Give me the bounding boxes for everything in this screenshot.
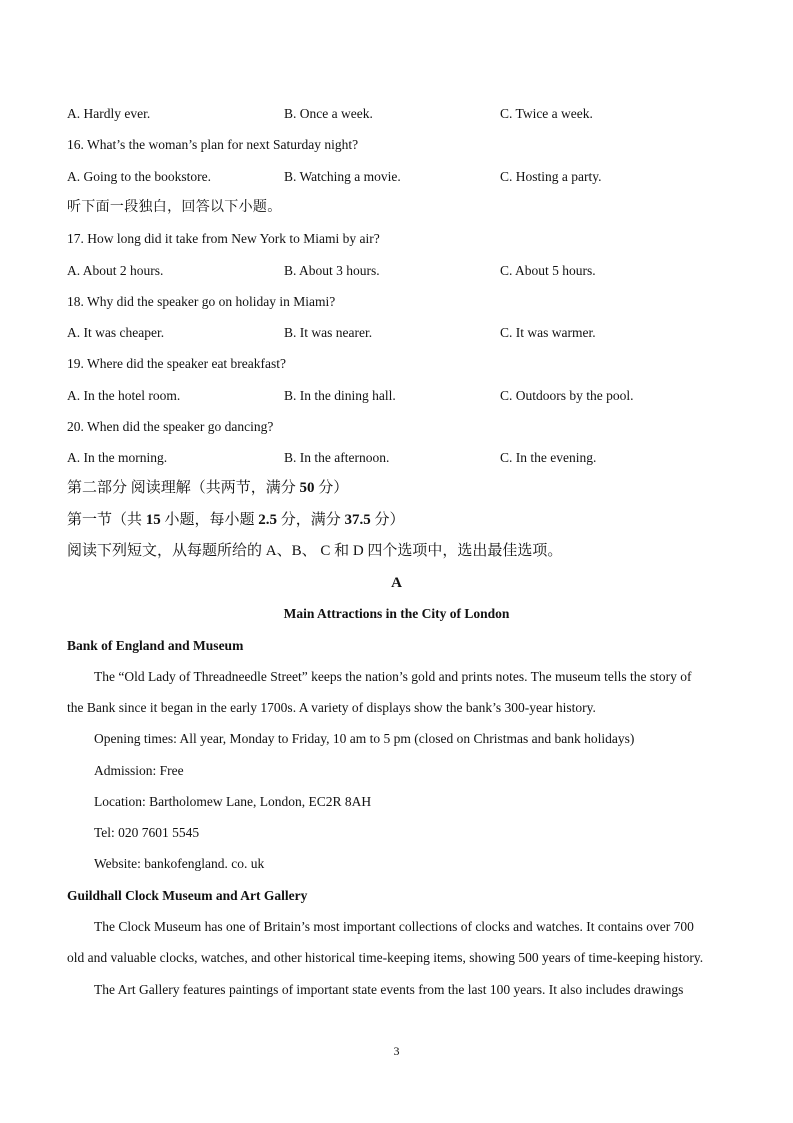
bank-tel: Tel: 020 7601 5545 [94,825,200,840]
q16-option-b: B. Watching a movie. [284,169,401,184]
bank-admission: Admission: Free [94,763,184,778]
q17-option-a: A. About 2 hours. [67,263,164,278]
q20-question: 20. When did the speaker go dancing? [67,419,274,434]
q19-question: 19. Where did the speaker eat breakfast? [67,356,287,371]
q20-option-a: A. In the morning. [67,450,168,465]
part2-heading: 第二部分 阅读理解（共两节，满分 50 分） [67,480,349,496]
q20-option-b: B. In the afternoon. [284,450,390,465]
q18-option-c: C. It was warmer. [500,325,596,340]
q17-option-c: C. About 5 hours. [500,263,596,278]
guildhall-paragraph2-line1: The Art Gallery features paintings of important state events from the last 100 years. It also includes drawings [94,982,684,997]
q16-question: 16. What’s the woman’s plan for next Saturday night? [67,137,359,152]
q17-question: 17. How long did it take from New York to Miami by air? [67,231,380,246]
q20-option-c: C. In the evening. [500,450,597,465]
q16-option-a: A. Going to the bookstore. [67,169,211,184]
passage-title: Main Attractions in the City of London [283,606,510,621]
reading-directions: 阅读下列短文，从每题所给的 A、B、 C 和 D 四个选项中，选出最佳选项。 [67,543,563,559]
bank-paragraph-line1: The “Old Lady of Threadneedle Street” keeps the nation’s gold and prints notes. The museum tells the story of [94,669,692,684]
q15-option-a: A. Hardly ever. [67,106,151,121]
page-number: 3 [393,1044,400,1058]
guildhall-paragraph1-line1: The Clock Museum has one of Britain’s most important collections of clocks and watches. It contains over 700 [94,919,694,934]
q19-option-b: B. In the dining hall. [284,388,396,403]
bank-location: Location: Bartholomew Lane, London, EC2R 8AH [94,794,372,809]
q17-option-b: B. About 3 hours. [284,263,380,278]
guildhall-heading: Guildhall Clock Museum and Art Gallery [67,888,308,903]
q16-option-c: C. Hosting a party. [500,169,602,184]
q15-option-c: C. Twice a week. [500,106,593,121]
q15-option-b: B. Once a week. [284,106,373,121]
q18-option-a: A. It was cheaper. [67,325,165,340]
q18-option-b: B. It was nearer. [284,325,373,340]
section1-heading: 第一节（共 15 小题，每小题 2.5 分，满分 37.5 分） [67,512,405,528]
bank-opening-times: Opening times: All year, Monday to Friday, 10 am to 5 pm (closed on Christmas and bank holidays) [94,731,635,746]
q18-question: 18. Why did the speaker go on holiday in Miami? [67,294,336,309]
bank-paragraph-line2: the Bank since it began in the early 1700s. A variety of displays show the bank’s 300-year history. [67,700,596,715]
bank-heading: Bank of England and Museum [67,638,244,653]
q19-option-c: C. Outdoors by the pool. [500,388,634,403]
passage-letter: A [391,575,402,591]
q19-option-a: A. In the hotel room. [67,388,181,403]
guildhall-paragraph1-line2: old and valuable clocks, watches, and other historical time-keeping items, showing 500 years of time-keeping history. [67,950,704,965]
bank-website: Website: bankofengland. co. uk [94,856,265,871]
listening-instruction: 听下面一段独白，回答以下小题。 [67,200,282,215]
